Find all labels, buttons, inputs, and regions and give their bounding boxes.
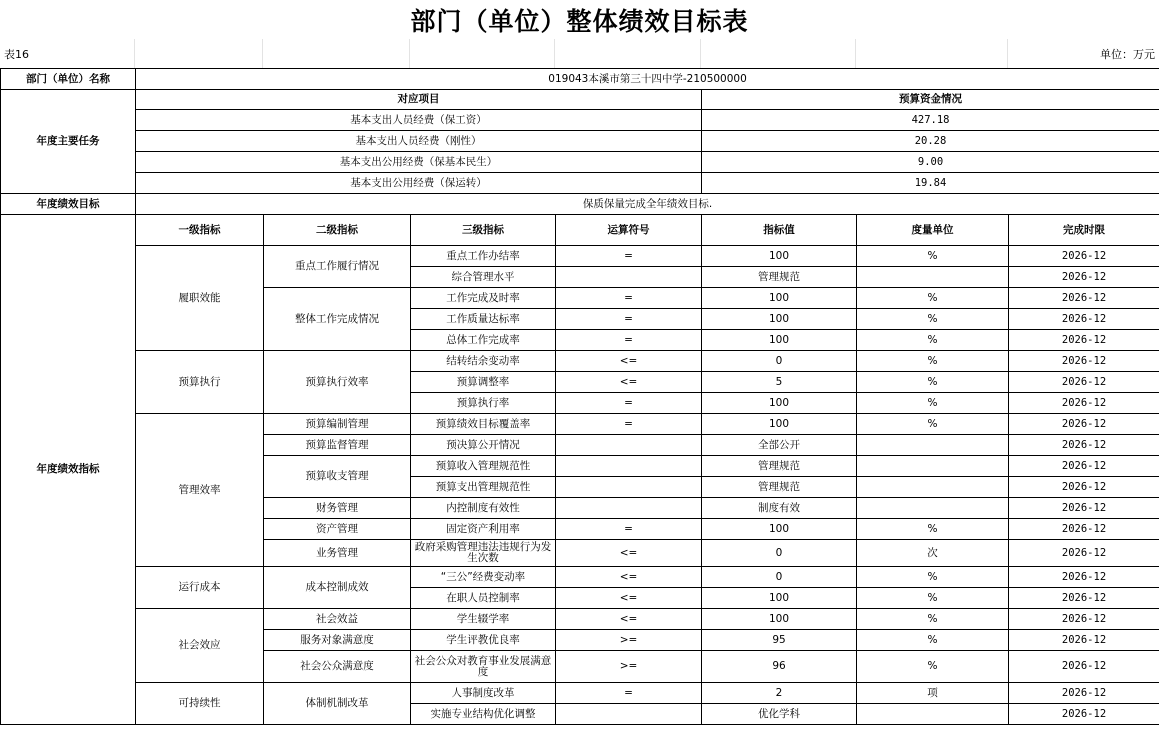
level2-indicator: 社会效益 xyxy=(264,609,411,630)
operator: >= xyxy=(556,651,702,683)
indicator-value: 优化学科 xyxy=(702,704,857,725)
operator xyxy=(556,456,702,477)
deadline: 2026-12 xyxy=(1009,498,1159,519)
indicator-value: 100 xyxy=(702,288,857,309)
level2-indicator: 整体工作完成情况 xyxy=(264,288,411,351)
deadline: 2026-12 xyxy=(1009,651,1159,683)
performance-table xyxy=(0,68,1159,725)
operator: <= xyxy=(556,540,702,567)
deadline: 2026-12 xyxy=(1009,330,1159,351)
measure-unit xyxy=(857,267,1009,288)
level2-indicator: 服务对象满意度 xyxy=(264,630,411,651)
col-project-header: 对应项目 xyxy=(136,90,702,110)
table-number: 表16 xyxy=(4,48,29,61)
level3-indicator: 总体工作完成率 xyxy=(411,330,556,351)
level3-indicator: 社会公众对教育事业发展满意度 xyxy=(411,651,556,683)
indicator-value: 管理规范 xyxy=(702,267,857,288)
grid-cell xyxy=(701,39,856,68)
measure-unit: % xyxy=(857,330,1009,351)
measure-unit: % xyxy=(857,393,1009,414)
level3-indicator: 在职人员控制率 xyxy=(411,588,556,609)
deadline: 2026-12 xyxy=(1009,414,1159,435)
operator: <= xyxy=(556,351,702,372)
task-item: 基本支出公用经费（保运转） xyxy=(136,173,702,194)
header-l1: 一级指标 xyxy=(136,215,264,246)
measure-unit: 项 xyxy=(857,683,1009,704)
indicator-value: 2 xyxy=(702,683,857,704)
grid-cell xyxy=(263,39,410,68)
level2-indicator: 预算收支管理 xyxy=(264,456,411,498)
level3-indicator: 人事制度改革 xyxy=(411,683,556,704)
header-unit: 度量单位 xyxy=(857,215,1009,246)
grid-cell xyxy=(555,39,701,68)
deadline: 2026-12 xyxy=(1009,609,1159,630)
deadline: 2026-12 xyxy=(1009,519,1159,540)
level1-indicator: 管理效率 xyxy=(136,414,264,567)
indicator-value: 100 xyxy=(702,246,857,267)
header-deadline: 完成时限 xyxy=(1009,215,1159,246)
measure-unit: % xyxy=(857,651,1009,683)
indicator-value: 管理规范 xyxy=(702,456,857,477)
deadline: 2026-12 xyxy=(1009,477,1159,498)
level3-indicator: 重点工作办结率 xyxy=(411,246,556,267)
level3-indicator: 综合管理水平 xyxy=(411,267,556,288)
header-l3: 三级指标 xyxy=(411,215,556,246)
indicator-value: 100 xyxy=(702,609,857,630)
level2-indicator: 预算监督管理 xyxy=(264,435,411,456)
header-op: 运算符号 xyxy=(556,215,702,246)
level3-indicator: “三公”经费变动率 xyxy=(411,567,556,588)
level2-indicator: 预算执行效率 xyxy=(264,351,411,414)
operator: = xyxy=(556,683,702,704)
operator xyxy=(556,704,702,725)
task-amount: 427.18 xyxy=(702,110,1159,131)
level2-indicator: 成本控制成效 xyxy=(264,567,411,609)
measure-unit xyxy=(857,477,1009,498)
task-item: 基本支出人员经费（刚性） xyxy=(136,131,702,152)
deadline: 2026-12 xyxy=(1009,456,1159,477)
operator: = xyxy=(556,288,702,309)
level3-indicator: 学生辍学率 xyxy=(411,609,556,630)
level2-indicator: 重点工作履行情况 xyxy=(264,246,411,288)
level2-indicator: 资产管理 xyxy=(264,519,411,540)
level2-indicator: 财务管理 xyxy=(264,498,411,519)
grid-cell xyxy=(410,39,555,68)
level3-indicator: 预算支出管理规范性 xyxy=(411,477,556,498)
unit-label: 单位：万元 xyxy=(1100,48,1155,61)
header-l2: 二级指标 xyxy=(264,215,411,246)
indicator-value: 制度有效 xyxy=(702,498,857,519)
measure-unit: % xyxy=(857,246,1009,267)
level3-indicator: 工作质量达标率 xyxy=(411,309,556,330)
indicators-label: 年度绩效指标 xyxy=(1,215,136,725)
perf-goal-value: 保质保量完成全年绩效目标. xyxy=(136,194,1159,215)
col-budget-header: 预算资金情况 xyxy=(702,90,1159,110)
level1-indicator: 预算执行 xyxy=(136,351,264,414)
level2-indicator: 业务管理 xyxy=(264,540,411,567)
dept-name-value: 019043本溪市第三十四中学-210500000 xyxy=(136,69,1159,90)
level3-indicator: 预算绩效目标覆盖率 xyxy=(411,414,556,435)
indicator-value: 0 xyxy=(702,567,857,588)
indicator-value: 100 xyxy=(702,309,857,330)
page-title: 部门（单位）整体绩效目标表 xyxy=(410,6,749,36)
measure-unit: % xyxy=(857,609,1009,630)
task-item: 基本支出人员经费（保工资） xyxy=(136,110,702,131)
operator: <= xyxy=(556,372,702,393)
measure-unit: % xyxy=(857,309,1009,330)
operator xyxy=(556,498,702,519)
level3-indicator: 预决算公开情况 xyxy=(411,435,556,456)
deadline: 2026-12 xyxy=(1009,288,1159,309)
operator: <= xyxy=(556,609,702,630)
indicator-value: 管理规范 xyxy=(702,477,857,498)
operator: = xyxy=(556,519,702,540)
header-val: 指标值 xyxy=(702,215,857,246)
level1-indicator: 社会效应 xyxy=(136,609,264,683)
indicator-value: 100 xyxy=(702,393,857,414)
level2-indicator: 体制机制改革 xyxy=(264,683,411,725)
measure-unit: 次 xyxy=(857,540,1009,567)
deadline: 2026-12 xyxy=(1009,351,1159,372)
operator: >= xyxy=(556,630,702,651)
deadline: 2026-12 xyxy=(1009,588,1159,609)
level1-indicator: 运行成本 xyxy=(136,567,264,609)
deadline: 2026-12 xyxy=(1009,704,1159,725)
level3-indicator: 内控制度有效性 xyxy=(411,498,556,519)
deadline: 2026-12 xyxy=(1009,540,1159,567)
measure-unit xyxy=(857,456,1009,477)
level2-indicator: 社会公众满意度 xyxy=(264,651,411,683)
deadline: 2026-12 xyxy=(1009,683,1159,704)
measure-unit: % xyxy=(857,414,1009,435)
level3-indicator: 预算执行率 xyxy=(411,393,556,414)
deadline: 2026-12 xyxy=(1009,393,1159,414)
operator: = xyxy=(556,246,702,267)
indicator-value: 95 xyxy=(702,630,857,651)
deadline: 2026-12 xyxy=(1009,246,1159,267)
level3-indicator: 固定资产利用率 xyxy=(411,519,556,540)
meta-row xyxy=(0,39,1159,68)
title-row xyxy=(0,0,1159,39)
perf-goal-label: 年度绩效目标 xyxy=(1,194,136,215)
indicator-value: 100 xyxy=(702,519,857,540)
task-amount: 20.28 xyxy=(702,131,1159,152)
grid-cell xyxy=(135,39,263,68)
dept-name-label: 部门（单位）名称 xyxy=(1,69,136,90)
deadline: 2026-12 xyxy=(1009,630,1159,651)
operator: <= xyxy=(556,588,702,609)
operator: = xyxy=(556,330,702,351)
measure-unit: % xyxy=(857,519,1009,540)
indicator-value: 96 xyxy=(702,651,857,683)
operator xyxy=(556,267,702,288)
deadline: 2026-12 xyxy=(1009,567,1159,588)
level1-indicator: 可持续性 xyxy=(136,683,264,725)
indicator-value: 全部公开 xyxy=(702,435,857,456)
measure-unit: % xyxy=(857,567,1009,588)
measure-unit: % xyxy=(857,630,1009,651)
measure-unit xyxy=(857,704,1009,725)
level1-indicator: 履职效能 xyxy=(136,246,264,351)
task-item: 基本支出公用经费（保基本民生） xyxy=(136,152,702,173)
level3-indicator: 预算收入管理规范性 xyxy=(411,456,556,477)
indicator-value: 0 xyxy=(702,540,857,567)
operator: = xyxy=(556,414,702,435)
measure-unit: % xyxy=(857,588,1009,609)
deadline: 2026-12 xyxy=(1009,309,1159,330)
level3-indicator: 实施专业结构优化调整 xyxy=(411,704,556,725)
operator: = xyxy=(556,309,702,330)
level3-indicator: 政府采购管理违法违规行为发生次数 xyxy=(411,540,556,567)
indicator-value: 5 xyxy=(702,372,857,393)
operator xyxy=(556,477,702,498)
level3-indicator: 预算调整率 xyxy=(411,372,556,393)
measure-unit: % xyxy=(857,288,1009,309)
deadline: 2026-12 xyxy=(1009,372,1159,393)
measure-unit: % xyxy=(857,351,1009,372)
level3-indicator: 结转结余变动率 xyxy=(411,351,556,372)
measure-unit: % xyxy=(857,372,1009,393)
indicator-value: 0 xyxy=(702,351,857,372)
level3-indicator: 学生评教优良率 xyxy=(411,630,556,651)
level2-indicator: 预算编制管理 xyxy=(264,414,411,435)
main-tasks-label: 年度主要任务 xyxy=(1,90,136,194)
indicator-value: 100 xyxy=(702,414,857,435)
measure-unit xyxy=(857,435,1009,456)
indicator-value: 100 xyxy=(702,330,857,351)
operator: <= xyxy=(556,567,702,588)
deadline: 2026-12 xyxy=(1009,267,1159,288)
task-amount: 19.84 xyxy=(702,173,1159,194)
indicator-value: 100 xyxy=(702,588,857,609)
deadline: 2026-12 xyxy=(1009,435,1159,456)
level3-indicator: 工作完成及时率 xyxy=(411,288,556,309)
operator xyxy=(556,435,702,456)
measure-unit xyxy=(857,498,1009,519)
grid-cell xyxy=(856,39,1008,68)
operator: = xyxy=(556,393,702,414)
task-amount: 9.00 xyxy=(702,152,1159,173)
